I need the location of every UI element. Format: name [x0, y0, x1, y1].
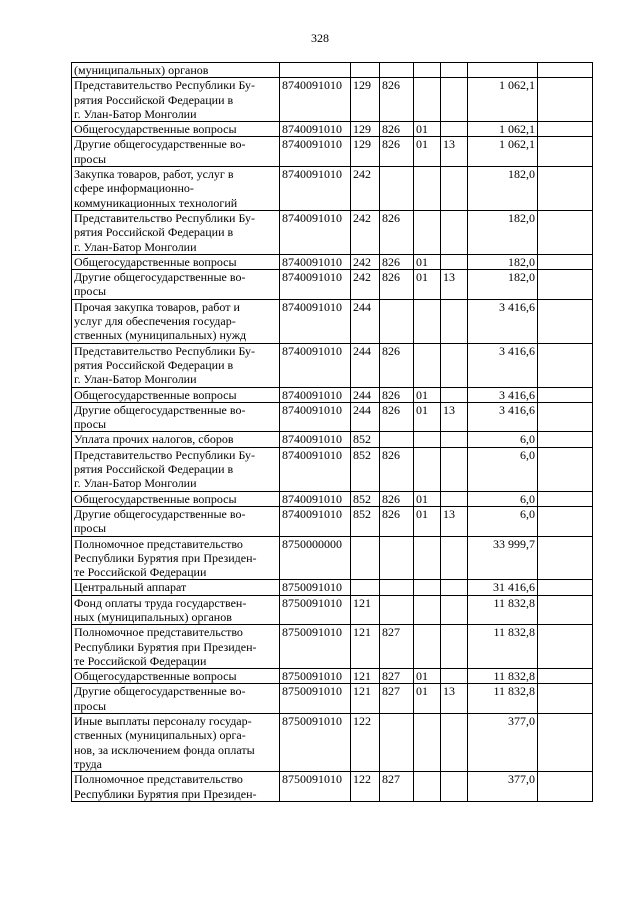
section-cell — [414, 447, 441, 491]
expense-type-cell: 852 — [351, 506, 380, 536]
table-row — [72, 669, 593, 684]
expense-type-cell: 121 — [351, 669, 380, 684]
subsection-cell — [441, 580, 468, 595]
empty-cell — [538, 210, 593, 254]
subsection-cell: 13 — [441, 684, 468, 714]
expense-type-cell: 244 — [351, 343, 380, 387]
table-row — [72, 506, 593, 536]
row-name-cell: (муниципальных) органов — [72, 63, 280, 78]
amount-cell: 377,0 — [468, 772, 538, 802]
empty-cell — [538, 63, 593, 78]
target-article-cell: 8750091010 — [280, 580, 351, 595]
budget-admin-cell: 826 — [380, 137, 414, 167]
amount-cell: 31 416,6 — [468, 580, 538, 595]
section-cell: 01 — [414, 270, 441, 300]
table-row — [72, 491, 593, 506]
subsection-cell — [441, 447, 468, 491]
row-name-cell: Иные выплаты персоналу государ- ственных (муниципальных) орга- нов, за исключением фонда оплаты труда — [72, 714, 280, 772]
budget-admin-cell: 826 — [380, 506, 414, 536]
amount-cell: 182,0 — [468, 254, 538, 269]
empty-cell — [538, 343, 593, 387]
row-name-cell: Общегосударственные вопросы — [72, 491, 280, 506]
expense-type-cell: 244 — [351, 299, 380, 343]
empty-cell — [538, 669, 593, 684]
empty-cell — [538, 270, 593, 300]
empty-cell — [538, 491, 593, 506]
row-name-cell: Общегосударственные вопросы — [72, 669, 280, 684]
subsection-cell — [441, 343, 468, 387]
section-cell: 01 — [414, 684, 441, 714]
budget-admin-cell: 827 — [380, 669, 414, 684]
table-row — [72, 402, 593, 432]
subsection-cell — [441, 299, 468, 343]
amount-cell: 6,0 — [468, 491, 538, 506]
target-article-cell — [280, 63, 351, 78]
section-cell — [414, 772, 441, 802]
subsection-cell — [441, 210, 468, 254]
table-row — [72, 299, 593, 343]
empty-cell — [538, 506, 593, 536]
row-name-cell: Уплата прочих налогов, сборов — [72, 432, 280, 447]
budget-admin-cell — [380, 580, 414, 595]
target-article-cell: 8740091010 — [280, 210, 351, 254]
expense-type-cell: 244 — [351, 387, 380, 402]
target-article-cell: 8740091010 — [280, 343, 351, 387]
expense-type-cell — [351, 63, 380, 78]
section-cell — [414, 343, 441, 387]
row-name-cell: Общегосударственные вопросы — [72, 254, 280, 269]
row-name-cell: Другие общегосударственные во- просы — [72, 402, 280, 432]
subsection-cell — [441, 432, 468, 447]
target-article-cell: 8740091010 — [280, 78, 351, 122]
subsection-cell: 13 — [441, 137, 468, 167]
row-name-cell: Полномочное представительство Республики Бурятия при Президен- — [72, 772, 280, 802]
section-cell: 01 — [414, 506, 441, 536]
target-article-cell: 8740091010 — [280, 387, 351, 402]
empty-cell — [538, 625, 593, 669]
budget-admin-cell: 827 — [380, 772, 414, 802]
row-name-cell: Фонд оплаты труда государствен- ных (муниципальных) органов — [72, 595, 280, 625]
empty-cell — [538, 772, 593, 802]
target-article-cell: 8750091010 — [280, 595, 351, 625]
empty-cell — [538, 714, 593, 772]
target-article-cell: 8740091010 — [280, 299, 351, 343]
row-name-cell: Закупка товаров, работ, услуг в сфере информационно- коммуникационных технологий — [72, 167, 280, 211]
budget-admin-cell: 826 — [380, 447, 414, 491]
expense-type-cell — [351, 580, 380, 595]
empty-cell — [538, 387, 593, 402]
section-cell: 01 — [414, 387, 441, 402]
budget-admin-cell: 826 — [380, 402, 414, 432]
subsection-cell — [441, 122, 468, 137]
table-row — [72, 447, 593, 491]
table-row — [72, 580, 593, 595]
subsection-cell — [441, 669, 468, 684]
empty-cell — [538, 78, 593, 122]
table-row — [72, 343, 593, 387]
table-row — [72, 714, 593, 772]
amount-cell: 182,0 — [468, 210, 538, 254]
section-cell: 01 — [414, 402, 441, 432]
table-row — [72, 254, 593, 269]
budget-admin-cell: 826 — [380, 343, 414, 387]
target-article-cell: 8750091010 — [280, 684, 351, 714]
section-cell — [414, 580, 441, 595]
row-name-cell: Центральный аппарат — [72, 580, 280, 595]
amount-cell: 182,0 — [468, 270, 538, 300]
budget-admin-cell: 826 — [380, 270, 414, 300]
table-row — [72, 625, 593, 669]
target-article-cell: 8740091010 — [280, 506, 351, 536]
table-row — [72, 137, 593, 167]
subsection-cell: 13 — [441, 270, 468, 300]
budget-admin-cell: 826 — [380, 491, 414, 506]
target-article-cell: 8750091010 — [280, 625, 351, 669]
subsection-cell — [441, 536, 468, 580]
subsection-cell — [441, 387, 468, 402]
budget-admin-cell: 826 — [380, 210, 414, 254]
expense-type-cell: 129 — [351, 137, 380, 167]
amount-cell: 11 832,8 — [468, 625, 538, 669]
table-row — [72, 210, 593, 254]
budget-admin-cell: 826 — [380, 78, 414, 122]
section-cell — [414, 210, 441, 254]
page-number: 328 — [311, 31, 329, 45]
amount-cell: 3 416,6 — [468, 343, 538, 387]
row-name-cell: Представительство Республики Бу- рятия Российской Федерации в г. Улан-Батор Монголии — [72, 78, 280, 122]
table-row — [72, 595, 593, 625]
budget-admin-cell: 826 — [380, 122, 414, 137]
amount-cell: 182,0 — [468, 167, 538, 211]
table-row — [72, 684, 593, 714]
target-article-cell: 8740091010 — [280, 491, 351, 506]
empty-cell — [538, 254, 593, 269]
subsection-cell — [441, 491, 468, 506]
subsection-cell — [441, 254, 468, 269]
target-article-cell: 8750091010 — [280, 669, 351, 684]
subsection-cell — [441, 78, 468, 122]
amount-cell: 377,0 — [468, 714, 538, 772]
expense-type-cell: 242 — [351, 210, 380, 254]
target-article-cell: 8740091010 — [280, 122, 351, 137]
budget-admin-cell: 827 — [380, 684, 414, 714]
expense-type-cell: 852 — [351, 432, 380, 447]
table-row — [72, 63, 593, 78]
budget-admin-cell: 826 — [380, 387, 414, 402]
expense-type-cell: 121 — [351, 684, 380, 714]
subsection-cell — [441, 63, 468, 78]
row-name-cell: Другие общегосударственные во- просы — [72, 270, 280, 300]
section-cell — [414, 63, 441, 78]
budget-table — [71, 62, 593, 802]
budget-admin-cell: 826 — [380, 254, 414, 269]
table-row — [72, 78, 593, 122]
table-row — [72, 536, 593, 580]
empty-cell — [538, 402, 593, 432]
empty-cell — [538, 137, 593, 167]
expense-type-cell: 129 — [351, 78, 380, 122]
amount-cell: 6,0 — [468, 432, 538, 447]
section-cell — [414, 625, 441, 669]
section-cell: 01 — [414, 254, 441, 269]
subsection-cell — [441, 167, 468, 211]
table-row — [72, 432, 593, 447]
row-name-cell: Другие общегосударственные во- просы — [72, 684, 280, 714]
amount-cell: 11 832,8 — [468, 684, 538, 714]
empty-cell — [538, 432, 593, 447]
empty-cell — [538, 684, 593, 714]
budget-admin-cell — [380, 714, 414, 772]
subsection-cell: 13 — [441, 402, 468, 432]
budget-table-body — [72, 63, 593, 802]
expense-type-cell: 121 — [351, 625, 380, 669]
amount-cell: 6,0 — [468, 506, 538, 536]
empty-cell — [538, 580, 593, 595]
section-cell — [414, 299, 441, 343]
target-article-cell: 8740091010 — [280, 167, 351, 211]
expense-type-cell: 242 — [351, 167, 380, 211]
amount-cell: 1 062,1 — [468, 137, 538, 167]
section-cell — [414, 167, 441, 211]
table-row — [72, 772, 593, 802]
row-name-cell: Полномочное представительство Республики Бурятия при Президен- те Российской Федерации — [72, 625, 280, 669]
budget-admin-cell — [380, 595, 414, 625]
section-cell — [414, 432, 441, 447]
expense-type-cell: 121 — [351, 595, 380, 625]
section-cell: 01 — [414, 669, 441, 684]
amount-cell — [468, 63, 538, 78]
empty-cell — [538, 122, 593, 137]
amount-cell: 11 832,8 — [468, 669, 538, 684]
row-name-cell: Общегосударственные вопросы — [72, 387, 280, 402]
amount-cell: 3 416,6 — [468, 387, 538, 402]
subsection-cell: 13 — [441, 506, 468, 536]
section-cell: 01 — [414, 137, 441, 167]
subsection-cell — [441, 595, 468, 625]
budget-admin-cell — [380, 536, 414, 580]
row-name-cell: Представительство Республики Бу- рятия Российской Федерации в г. Улан-Батор Монголии — [72, 447, 280, 491]
target-article-cell: 8740091010 — [280, 137, 351, 167]
section-cell — [414, 536, 441, 580]
table-row — [72, 167, 593, 211]
amount-cell: 3 416,6 — [468, 299, 538, 343]
table-row — [72, 270, 593, 300]
row-name-cell: Другие общегосударственные во- просы — [72, 506, 280, 536]
expense-type-cell: 244 — [351, 402, 380, 432]
subsection-cell — [441, 714, 468, 772]
target-article-cell: 8740091010 — [280, 447, 351, 491]
budget-admin-cell — [380, 63, 414, 78]
section-cell: 01 — [414, 491, 441, 506]
expense-type-cell: 852 — [351, 447, 380, 491]
amount-cell: 33 999,7 — [468, 536, 538, 580]
table-row — [72, 122, 593, 137]
expense-type-cell: 242 — [351, 254, 380, 269]
budget-admin-cell — [380, 432, 414, 447]
target-article-cell: 8740091010 — [280, 432, 351, 447]
empty-cell — [538, 595, 593, 625]
target-article-cell: 8740091010 — [280, 270, 351, 300]
empty-cell — [538, 536, 593, 580]
row-name-cell: Общегосударственные вопросы — [72, 122, 280, 137]
amount-cell: 3 416,6 — [468, 402, 538, 432]
budget-admin-cell — [380, 167, 414, 211]
empty-cell — [538, 167, 593, 211]
subsection-cell — [441, 772, 468, 802]
target-article-cell: 8750091010 — [280, 714, 351, 772]
target-article-cell: 8740091010 — [280, 254, 351, 269]
section-cell — [414, 78, 441, 122]
amount-cell: 6,0 — [468, 447, 538, 491]
expense-type-cell: 242 — [351, 270, 380, 300]
section-cell — [414, 595, 441, 625]
target-article-cell: 8740091010 — [280, 402, 351, 432]
row-name-cell: Представительство Республики Бу- рятия Российской Федерации в г. Улан-Батор Монголии — [72, 210, 280, 254]
budget-admin-cell: 827 — [380, 625, 414, 669]
empty-cell — [538, 299, 593, 343]
row-name-cell: Полномочное представительство Республики Бурятия при Президен- те Российской Федерации — [72, 536, 280, 580]
amount-cell: 1 062,1 — [468, 78, 538, 122]
amount-cell: 11 832,8 — [468, 595, 538, 625]
section-cell — [414, 714, 441, 772]
target-article-cell: 8750091010 — [280, 772, 351, 802]
row-name-cell: Представительство Республики Бу- рятия Российской Федерации в г. Улан-Батор Монголии — [72, 343, 280, 387]
row-name-cell: Прочая закупка товаров, работ и услуг для обеспечения государ- ственных (муниципальных) нужд — [72, 299, 280, 343]
subsection-cell — [441, 625, 468, 669]
expense-type-cell — [351, 536, 380, 580]
amount-cell: 1 062,1 — [468, 122, 538, 137]
table-row — [72, 387, 593, 402]
expense-type-cell: 852 — [351, 491, 380, 506]
expense-type-cell: 129 — [351, 122, 380, 137]
expense-type-cell: 122 — [351, 714, 380, 772]
target-article-cell: 8750000000 — [280, 536, 351, 580]
empty-cell — [538, 447, 593, 491]
expense-type-cell: 122 — [351, 772, 380, 802]
row-name-cell: Другие общегосударственные во- просы — [72, 137, 280, 167]
section-cell: 01 — [414, 122, 441, 137]
budget-admin-cell — [380, 299, 414, 343]
